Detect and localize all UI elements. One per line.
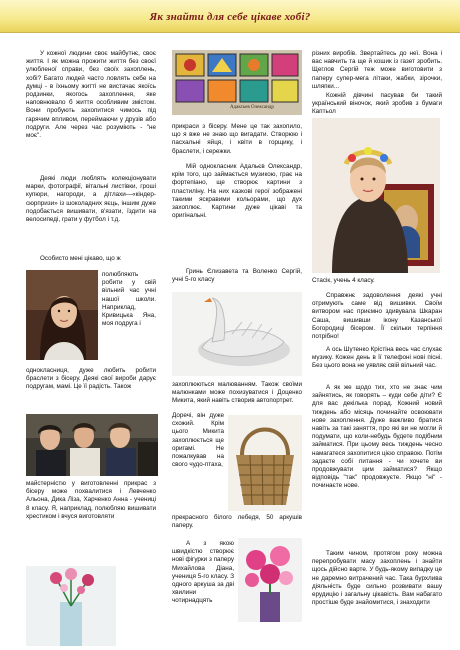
page-title: Як знайти для себе цікаве хобі? (149, 11, 311, 23)
col3-paragraph-2b: Стасік, учень 4 класу. (312, 277, 375, 284)
col2-paragraph-3b: захоплюються малюванням. Також своїми малюнками може похизуватися і Доценко Микита, який навіть створив автопортрет. (172, 381, 302, 405)
col1-paragraph-1: У кожної людини своє майбутнє, своє життя. І як можна прожити життя без своєї улюбленої справи, без своїх захоплень, хобі? Багато людей часто ловлять себе на думці - в їхньому житті не вистачає якоїсь родзинки, якогось захоплення, яке наповнювало б життя особливим змістом. Вони пробують захопитися чимось під гарячим впливом, переймаючи у друзів або подруги. Але через час розуміють - "не моє". (26, 50, 156, 140)
col1-paragraph-3-side: полюбляють робити у свій вільний час учні нашої школи. Наприклад, Кривицька Яна, моя подруга і (102, 271, 156, 328)
col2-paragraph-1: прикраси з бісеру. Мене це так захопило, що я вже не знаю що вигадати. Створюю і пасхальні яйця, і квіти в горщику, і браслети, і сережки. (172, 123, 302, 155)
col3-paragraph-4: А ось Шутенко Крістіна весь час слухає музику. Кожен день в її телефоні нові пісні. Без цього вона не уявляє свій вільний час. (312, 346, 442, 370)
col3-paragraph-3: Справжнє задоволення деякі учні отримують саме від вишивки. Своїм витвором нас приємно здивувала Шкаран Саша, вишивши ікону Казанської Богородиці бісером. Її скільки терпіння потрібно! (312, 292, 442, 341)
col2-paragraph-3: Гринь Єлизавета та Воленко Сергій, учні 5-го класу (172, 268, 302, 284)
photo-origami-swan (172, 292, 302, 376)
photo-bead-flowers-col1 (26, 566, 116, 646)
col3-paragraph-5: А як же щодо тих, хто не знає чим зайнятись, як говорять – куди себе діти? Є для вас декілька порад. Кожний новий тиждень або місяць починайте освоювати нове захоплення. Дуже важливо братися навіть за такі заняття, про які ви не могли й подумати, що коли-небудь будете подібним займатися. При цьому весь тиждень чесно намагатеся захопитися цією справою. Потім задаєте собі питання - чи хочете ви продовжувати цим займатися? Якщо відповідь "так" продовжуєте. Якщо "ні" - починаєте нове. (312, 384, 442, 490)
col3-paragraph-6: Таким чином, протягом року можна перепробувати масу захоплень і знайти щось дійсно варте. У будь-якому випадку це не даремно витрачений час. Така бурхлива діяльність буде сильно розвивати вашу ерудицію і загальну цікавість. Вам набагато простіше буде знайомитися, і знаходити (312, 550, 442, 607)
col2-paragraph-5: прекрасного білого лебедя, 50 аркушів паперу. (172, 514, 302, 530)
photo-paper-flowers (238, 538, 302, 622)
col2-paragraph-2: Мій однокласник Адальєв Олександр, крім того, що займається музикою, грає на фортепіано, ще створює картини з пластиліну. На них казкові герої зображені такими яскравими кольорами, що дух захоплює. Картини дуже цікаві та оригінальні. (172, 163, 302, 220)
photo-plasticine-paintings (172, 50, 302, 115)
col1-paragraph-4: майстерністю у виготовленні прикрас з бісеру може похвалитися і Левченко Альона, Дика Ліза, Харченко Анна - учениці 8 класу. Я, наприклад, полюбляю вишивати хрестиком і вчуся виготовляти (26, 480, 156, 520)
col2-paragraph-6: А з якою швидкістю створює нові фігурки з паперу Михайлова Діана, учениця 5-го класу. З одного аркуша за дві хвилини чотирнадцять (172, 540, 234, 605)
photo-caption-adaliev: Адаксьев Олександр (230, 105, 274, 110)
col1-paragraph-3-cont: однокласниця, дуже любить робити браслети з бісеру. Деякі свої вироби дарує подругам, мамі. Це її радість. Також (26, 367, 156, 391)
photo-beadwork-girls (26, 414, 158, 476)
col2-paragraph-4: Доречі, він дуже схожий. Крім цього Микита захоплюється ще оригамі. Не пожалкував на свого чудо-птаха, (172, 412, 224, 469)
col1-paragraph-3-intro: Особисто мені цікаво, що ж (40, 255, 121, 262)
photo-kaptiol-wreath-icon (312, 118, 440, 273)
page-title-banner (0, 0, 460, 33)
col3-paragraph-2: Кожній дівчині пасував би такий український віночок, який зробив з бумаги Каптьол (312, 92, 442, 116)
photo-girl-kryvytska (26, 270, 98, 360)
col3-paragraph-1: різних виробів. Звертайтесь до неї. Вона і вас навчить та ще й кошик із газет зробить. Щеглов Сергій теж може виготовити з паперу супер-мега літаки, жабки, зірочки, шляпки... (312, 50, 442, 90)
col1-paragraph-2: Деякі люди люблять колекціонувати марки, фотографії, вітальні листівки, гроші купюри, нагороди, а дітлахи—«кіндер-сюрпризи» із шоколадних яєць, іншим дуже подобається вишивати, в'язати, їздити на велосипеді, грати у футбол і т.д. (26, 175, 156, 224)
photo-paper-basket (228, 415, 302, 511)
